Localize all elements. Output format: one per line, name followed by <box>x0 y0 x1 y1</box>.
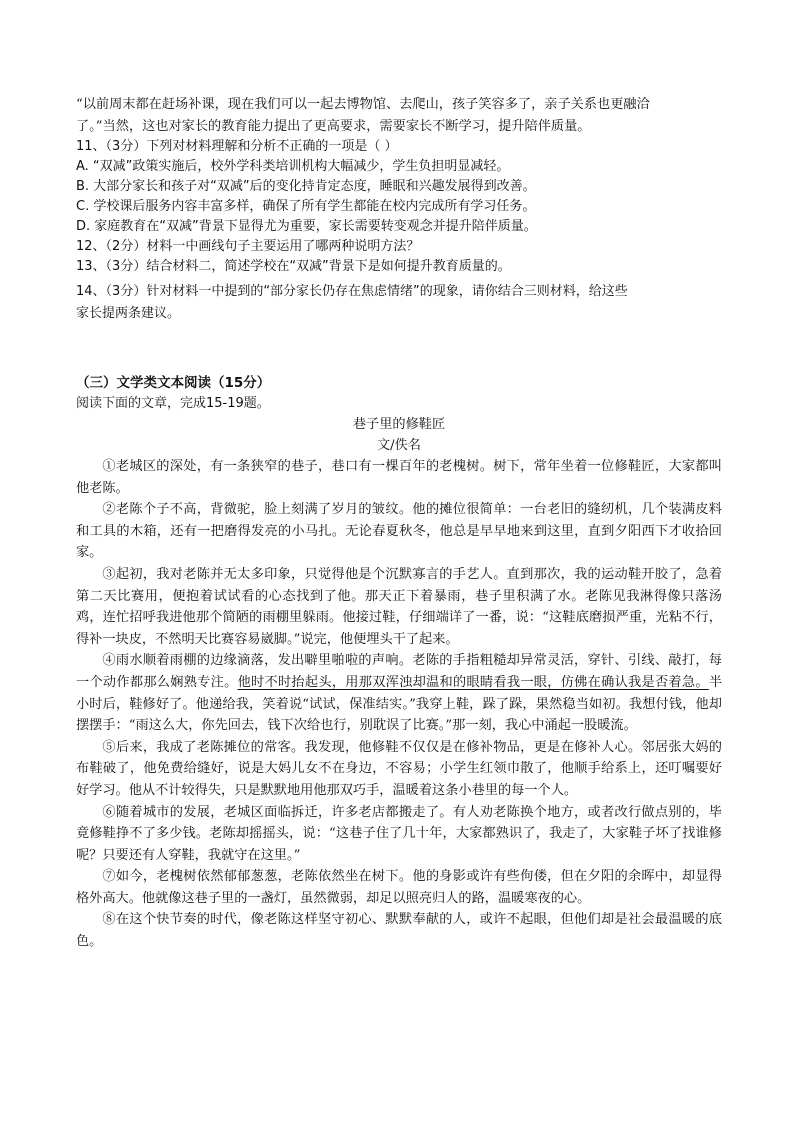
question-11: 11、（3分）下列对材料理解和分析不正确的一项是（ ） <box>76 139 398 154</box>
option-c: C. 学校课后服务内容丰富多样，确保了所有学生都能在校内完成所有学习任务。 <box>76 199 536 214</box>
intro-line-2: 了。”当然，这也对家长的教育能力提出了更高要求，需要家长不断学习，提升陪伴质量。 <box>76 118 591 134</box>
underlined-sentence: 他时不时抬起头，用那双浑浊却温和的眼睛看我一眼，仿佛在确认我是否着急。 <box>237 674 709 690</box>
article-title: 巷子里的修鞋匠 <box>352 417 446 432</box>
intro-line-1: “以前周末都在赶场补课，现在我们可以一起去博物馆、去爬山，孩子笑容多了，亲子关系也更融洽 <box>76 97 650 112</box>
article-paragraph-6: ⑥随着城市的发展，老城区面临拆迁，许多老店都搬走了。有人劝老陈换个地方，或者改行做点别的，毕竟修鞋挣不了多少钱。老陈却摇摇头，说：“这巷子住了几十年，大家都熟识了，我走了，大家鞋子坏了找谁修呢？只要还有人穿鞋，我就守在这里。” <box>76 804 722 863</box>
option-b: B. 大部分家长和孩子对“双减”后的变化持肯定态度，睡眠和兴趣发展得到改善。 <box>76 179 536 194</box>
paragraph-4-text-before: ④雨水顺着雨棚的边缘滴落，发出噼里啪啦的声响。老陈的手指粗糙却异常灵活，穿针、引线、敲打，每一个动作都那么娴熟专注。 <box>76 653 722 690</box>
question-14-line-1: 14、（3分）针对材料一中提到的“部分家长仍存在焦虑情绪”的现象，请你结合三则材料，给这些 <box>76 284 628 299</box>
article-author: 文/佚名 <box>376 438 421 453</box>
article-paragraph-5: ⑤后来，我成了老陈摊位的常客。我发现，他修鞋不仅仅是在修补物品，更是在修补人心。邻居张大妈的布鞋破了，他免费给缝好，说是大妈儿女不在身边，不容易；小学生红领巾散了，他顺手给系上，还叮嘱要好好学习。他从不计较得失，只是默默地用他那双巧手，温暖着这条小巷里的每一个人。 <box>76 739 722 798</box>
question-12: 12、（2分）材料一中画线句子主要运用了哪两种说明方法？ <box>76 239 420 254</box>
article-paragraph-7: ⑦如今，老槐树依然郁郁葱葱，老陈依然坐在树下。他的身影或许有些佝偻，但在夕阳的余晖中，却显得格外高大。他就像这巷子里的一盏灯，虽然微弱，却足以照亮归人的路，温暖寒夜的心。 <box>76 869 722 906</box>
article-paragraph-8: ⑧在这个快节奏的时代，像老陈这样坚守初心、默默奉献的人，或许不起眼，但他们却是社会最温暖的底色。 <box>76 912 722 950</box>
section-heading: （三）文学类文本阅读（15分） <box>76 375 271 391</box>
article-paragraph-3: ③起初，我对老陈并无太多印象，只觉得他是个沉默寡言的手艺人。直到那次，我的运动鞋开胶了，急着第二天比赛用，便抱着试试看的心态找到了他。那天正下着暴雨，巷子里积满了水。老陈见我淋得像只落汤鸡，连忙招呼我进他那个简陋的雨棚里躲雨。他接过鞋，仔细端详了一番，说：“这鞋底磨损严重，光粘不行，得补一块皮，不然明天比赛容易崴脚。”说完，他便埋头干了起来。 <box>76 566 722 647</box>
option-a: A. “双减”政策实施后，校外学科类培训机构大幅减少，学生负担明显减轻。 <box>76 159 510 174</box>
exam-page <box>76 94 722 953</box>
option-d: D. 家庭教育在“双减”背景下显得尤为重要，家长需要转变观念并提升陪伴质量。 <box>76 219 537 234</box>
article-paragraph-1: ①老城区的深处，有一条狭窄的巷子，巷口有一棵百年的老槐树。树下，常年坐着一位修鞋匠，大家都叫他老陈。 <box>76 459 722 496</box>
paragraph-4-text-after: 半小时后，鞋修好了。他递给我，笑着说“试试，保准结实。”我穿上鞋，跺了跺，果然稳当如初。我想付钱，他却摆摆手：“雨这么大，你先回去，钱下次给也行，别耽误了比赛。”那一刻，我心中涌起一股暖流。 <box>76 674 723 734</box>
section-instruction: 阅读下面的文章，完成15-19题。 <box>76 396 270 411</box>
question-14-line-2: 家长提两条建议。 <box>76 306 181 321</box>
article-paragraph-2: ②老陈个子不高，背微驼，脸上刻满了岁月的皱纹。他的摊位很简单：一台老旧的缝纫机，几个装满皮料和工具的木箱，还有一把磨得发亮的小马扎。无论春夏秋冬，他总是早早地来到这里，直到夕阳西下才收拾回家。 <box>76 502 722 561</box>
question-13: 13、（3分）结合材料二，简述学校在“双减”背景下是如何提升教育质量的。 <box>76 259 511 274</box>
article-paragraph-4 <box>76 650 722 736</box>
